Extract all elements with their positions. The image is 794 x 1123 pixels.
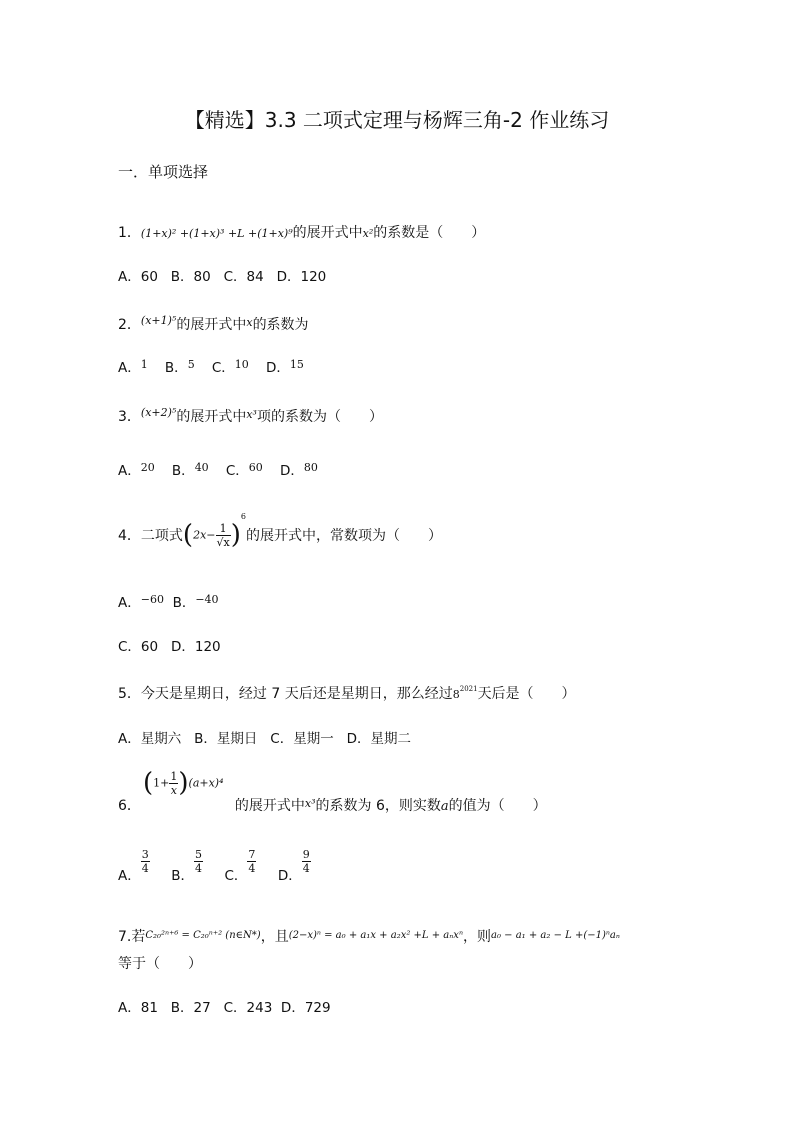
option-c-value: 10: [234, 358, 249, 371]
question-4: [118, 512, 442, 550]
option-b: B．27: [170, 1000, 211, 1016]
question-text: 的展开式中: [292, 225, 363, 241]
question-number: 5．: [118, 686, 141, 702]
options-4b: [118, 635, 221, 655]
option-d: D．星期二: [346, 731, 411, 747]
option-a-label: A．: [118, 595, 141, 611]
q6-expression: [143, 768, 224, 798]
option-b-label: B．: [172, 595, 196, 611]
option-b: B．星期日: [194, 731, 258, 747]
question-number: 1．: [118, 225, 141, 241]
options-1: [118, 265, 326, 285]
options-7: [118, 996, 331, 1016]
math-condition: C₂₀²ⁿ⁺⁶ = C₂₀ⁿ⁺² (n∈N*): [145, 930, 261, 941]
options-2: [118, 356, 304, 376]
question-text: 若: [131, 929, 146, 945]
fraction-numerator: 9: [302, 848, 310, 861]
option-d-value: 15: [289, 358, 304, 371]
math-fraction: [216, 522, 231, 549]
option-c-fraction: [247, 848, 256, 875]
option-d: [277, 848, 311, 884]
fraction-numerator: 1: [170, 769, 178, 783]
option-a-fraction: [141, 848, 150, 875]
question-6: [118, 795, 547, 815]
math-variable: a: [440, 799, 449, 814]
math-base: 8: [452, 688, 460, 701]
question-text: ，则: [463, 929, 491, 945]
math-exponent: 2021: [459, 685, 478, 693]
option-a: [118, 848, 150, 884]
question-number: 2．: [118, 317, 141, 333]
fraction-denominator: x: [170, 783, 177, 797]
question-number: 6．: [118, 798, 141, 814]
option-d: D．120: [170, 639, 221, 655]
question-number: 4．: [118, 528, 141, 544]
fraction-denominator: √x: [216, 535, 230, 549]
option-d-value: 80: [303, 461, 318, 474]
option-c-label: C．: [224, 867, 248, 884]
question-text: 二项式: [140, 528, 183, 544]
option-a-label: A．: [118, 360, 141, 376]
question-5: [118, 683, 576, 703]
question-text: 的系数是（ ）: [373, 225, 486, 241]
option-c-label: C．: [225, 463, 249, 479]
option-d-label: D．: [277, 867, 302, 884]
option-a-label: A．: [118, 463, 141, 479]
fraction-denominator: 4: [302, 862, 310, 875]
option-c: [224, 848, 256, 884]
options-4a: [118, 591, 219, 611]
option-c: C．243: [223, 1000, 273, 1016]
math-expression: 2x−: [193, 528, 216, 542]
question-text: 的值为（ ）: [448, 798, 547, 814]
option-a-label: A．: [118, 867, 141, 884]
math-expression: (a+x)⁴: [188, 776, 224, 790]
option-c: C．星期一: [270, 731, 334, 747]
question-2: [118, 314, 309, 334]
question-text: 的展开式中: [234, 798, 305, 814]
option-c-label: C．: [211, 360, 235, 376]
options-6: [118, 848, 311, 884]
fraction-denominator: 4: [194, 862, 202, 875]
fraction-denominator: 4: [141, 862, 149, 875]
question-text: ，且: [260, 929, 289, 945]
math-target: a₀ − a₁ + a₂ − L +(−1)ⁿaₙ: [491, 930, 620, 941]
question-text: 的展开式中: [176, 409, 247, 425]
fraction-numerator: 1: [216, 522, 231, 536]
option-c-value: 60: [248, 461, 263, 474]
math-term: x³: [246, 408, 257, 421]
option-d: D．729: [280, 1000, 331, 1016]
question-3: [118, 406, 383, 426]
option-a-value: −60: [140, 593, 164, 606]
option-b-value: −40: [195, 593, 219, 606]
math-expansion: (2−x)ⁿ = a₀ + a₁x + a₂x² +L + aₙxⁿ: [288, 930, 463, 941]
option-b-value: 5: [187, 358, 195, 371]
question-text: 的系数为: [252, 317, 309, 333]
math-term: x: [246, 316, 253, 329]
page-title: 【精选】3.3 二项式定理与杨辉三角-2 作业练习: [184, 108, 610, 132]
question-text: 的展开式中: [176, 317, 247, 333]
options-3: [118, 459, 318, 479]
math-paren-close: ): [178, 768, 189, 798]
option-d: D．120: [276, 269, 327, 285]
question-number: 7.: [118, 929, 132, 945]
option-b: B．80: [170, 269, 211, 285]
math-paren-close: ): [230, 520, 241, 550]
option-b-value: 40: [194, 461, 209, 474]
math-exponent: 6: [240, 512, 246, 521]
question-7-line2: 等于（ ）: [118, 956, 202, 972]
option-c: C．60: [118, 639, 159, 655]
option-b-fraction: [194, 848, 203, 875]
option-a-value: 20: [140, 461, 155, 474]
question-1: [118, 222, 485, 242]
option-b: [171, 848, 203, 884]
fraction-numerator: 3: [141, 848, 149, 861]
option-a-value: 1: [140, 358, 148, 371]
question-number: 3．: [118, 409, 141, 425]
section-heading: 一．单项选择: [118, 163, 209, 181]
option-d-label: D．: [265, 360, 290, 376]
math-expression: (x+2)⁵: [140, 406, 177, 419]
question-text: 天后是（ ）: [477, 686, 576, 702]
math-term: x³: [304, 797, 316, 810]
question-7: [118, 926, 620, 946]
question-text: 项的系数为（ ）: [256, 409, 383, 425]
question-text: 今天是星期日，经过 7 天后还是星期日，那么经过: [140, 686, 453, 702]
math-expression: (x+1)⁵: [140, 314, 177, 327]
fraction-numerator: 7: [248, 848, 256, 861]
math-expression: (1+x)² +(1+x)³ +L +(1+x)⁹: [140, 227, 293, 240]
option-b-label: B．: [164, 360, 188, 376]
math-paren-open: (: [182, 520, 194, 550]
math-paren-open: (: [143, 768, 154, 798]
option-c: C．84: [223, 269, 264, 285]
fraction-numerator: 5: [194, 848, 202, 861]
math-expression: 1+: [153, 776, 170, 790]
fraction-denominator: 4: [248, 862, 256, 875]
option-b-label: B．: [171, 867, 194, 884]
option-b-label: B．: [171, 463, 195, 479]
question-text: 的展开式中，常数项为（ ）: [245, 528, 442, 544]
option-d-label: D．: [279, 463, 304, 479]
question-text: 的系数为 6，则实数: [315, 798, 441, 814]
math-term: x²: [362, 227, 374, 240]
option-a: A．81: [118, 1000, 158, 1016]
options-5: [118, 727, 411, 747]
option-a: A．60: [118, 269, 158, 285]
option-a: A．星期六: [118, 731, 182, 747]
option-d-fraction: [302, 848, 311, 875]
